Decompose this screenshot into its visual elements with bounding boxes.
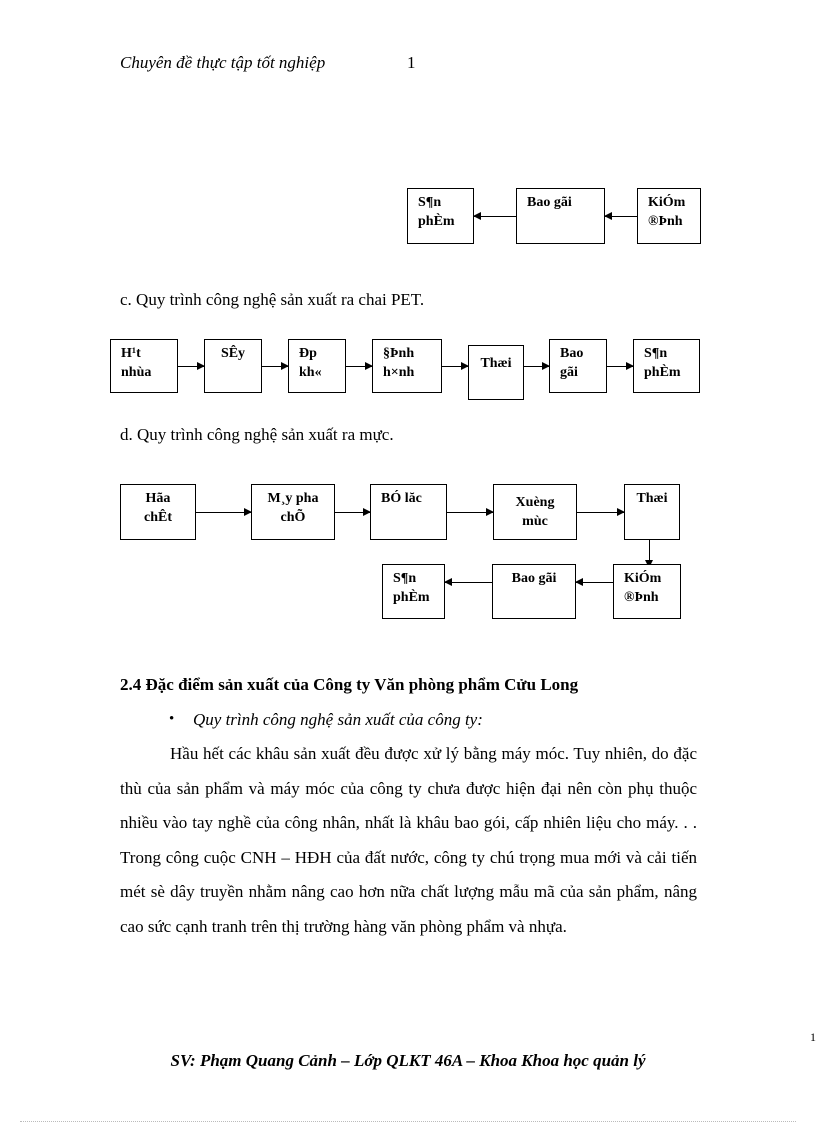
section-d-heading: d. Quy trình công nghệ sản xuất ra mực.: [120, 425, 394, 444]
flow-arrow: [474, 216, 516, 217]
flow-box: Hãa chÊt: [120, 484, 196, 540]
section-c-heading: c. Quy trình công nghệ sản xuất ra chai PET.: [120, 290, 425, 309]
flow-arrow: [262, 366, 288, 367]
flow-arrow: [607, 366, 633, 367]
flow-arrow: [447, 512, 493, 513]
flow-arrow: [178, 366, 204, 367]
flow-box: §Þnh h×nh: [372, 339, 442, 393]
flow-box: Ðp kh«: [288, 339, 346, 393]
flow-box: Bao gãi: [549, 339, 607, 393]
flow-box: H¹t nhùa: [110, 339, 178, 393]
flow-box: S¶n phÈm: [382, 564, 445, 619]
flow-box: KiÓm ®Þnh: [637, 188, 701, 244]
flow-box: S¶n phÈm: [633, 339, 700, 393]
flow-box: Thæi: [468, 345, 524, 400]
flow-box: KiÓm ®Þnh: [613, 564, 681, 619]
flow-arrow: [335, 512, 370, 513]
page-footer: SV: Phạm Quang Cảnh – Lớp QLKT 46A – Khoa Khoa học quản lý: [170, 1051, 646, 1070]
flow-arrow: [445, 582, 492, 583]
flow-arrow-down: [649, 540, 650, 567]
flow-box: Xuèng mùc: [493, 484, 577, 540]
flow-box: Thæi: [624, 484, 680, 540]
flow-arrow: [442, 366, 468, 367]
section-2-4-title: 2.4 Đặc điểm sản xuất của Công ty Văn phòng phẩm Cửu Long: [120, 675, 579, 694]
flow-arrow: [605, 216, 637, 217]
flow-arrow: [346, 366, 372, 367]
flow-box: BÓ lăc: [370, 484, 447, 540]
edge-mark: 1: [810, 1030, 816, 1044]
body-paragraph: Hầu hết các khâu sản xuất đều được xử lý bằng máy móc. Tuy nhiên, do đặc thù của sản phẩm và máy móc của công ty chưa được hiện đại nên còn phụ thuộc nhiều vào tay nghề của công nhân, nhất là khâu bao gói, cấp nhiên liệu cho máy. . . Trong công cuộc CNH – HĐH của đất nước, công ty chú trọng mua mới và cải tiến mét sè dây truyền nhằm nâng cao hơn nữa chất lượng mẫu mã của sản phẩm, nâng cao sức cạnh tranh trên thị trường hàng văn phòng phẩm và nhựa.: [120, 744, 697, 936]
flow-box: SÊy: [204, 339, 262, 393]
flow-arrow: [576, 582, 613, 583]
flow-arrow: [196, 512, 251, 513]
flow-box: M¸y pha chÕ: [251, 484, 335, 540]
flow-box: Bao gãi: [516, 188, 605, 244]
flow-box: Bao gãi: [492, 564, 576, 619]
flow-arrow: [524, 366, 549, 367]
page-number: 1: [407, 53, 416, 72]
bullet-icon: •: [169, 711, 175, 727]
document-header-title: Chuyên đề thực tập tốt nghiệp: [120, 53, 326, 72]
bullet-text: Quy trình công nghệ sản xuất của công ty:: [193, 710, 483, 729]
flow-box: S¶n phÈm: [407, 188, 474, 244]
flow-arrow: [577, 512, 624, 513]
page-bottom-divider: [20, 1121, 796, 1122]
